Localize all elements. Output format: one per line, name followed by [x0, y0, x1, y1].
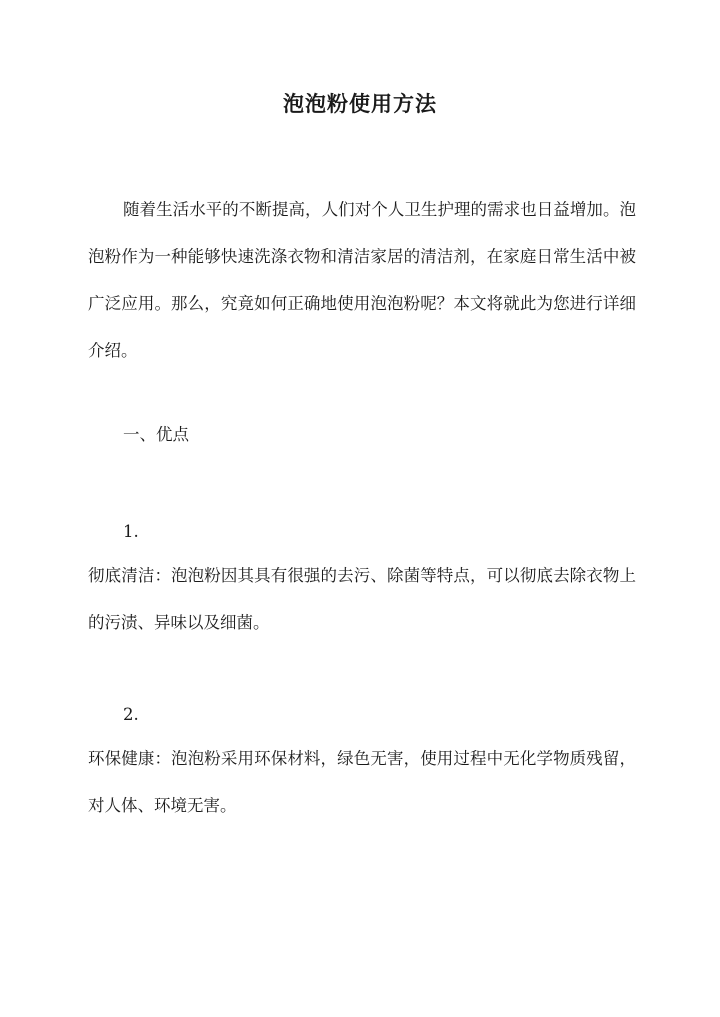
list-item-number: 2. [123, 705, 139, 724]
intro-paragraph: 随着生活水平的不断提高，人们对个人卫生护理的需求也日益增加。泡泡粉作为一种能够快速洗涤衣物和清洁家居的清洁剂，在家庭日常生活中被广泛应用。那么，究竟如何正确地使用泡泡粉呢？本文将就此为您进行详细介绍。 [88, 200, 636, 360]
section-heading: 一、优点 [123, 425, 189, 444]
document-title: 泡泡粉使用方法 [283, 91, 437, 116]
list-item-text: 环保健康：泡泡粉采用环保材料，绿色无害，使用过程中无化学物质残留，对人体、环境无害。 [88, 749, 636, 815]
list-item-text: 彻底清洁：泡泡粉因其具有很强的去污、除菌等特点，可以彻底去除衣物上的污渍、异味以及细菌。 [88, 566, 636, 632]
list-item-number: 1. [123, 522, 139, 541]
